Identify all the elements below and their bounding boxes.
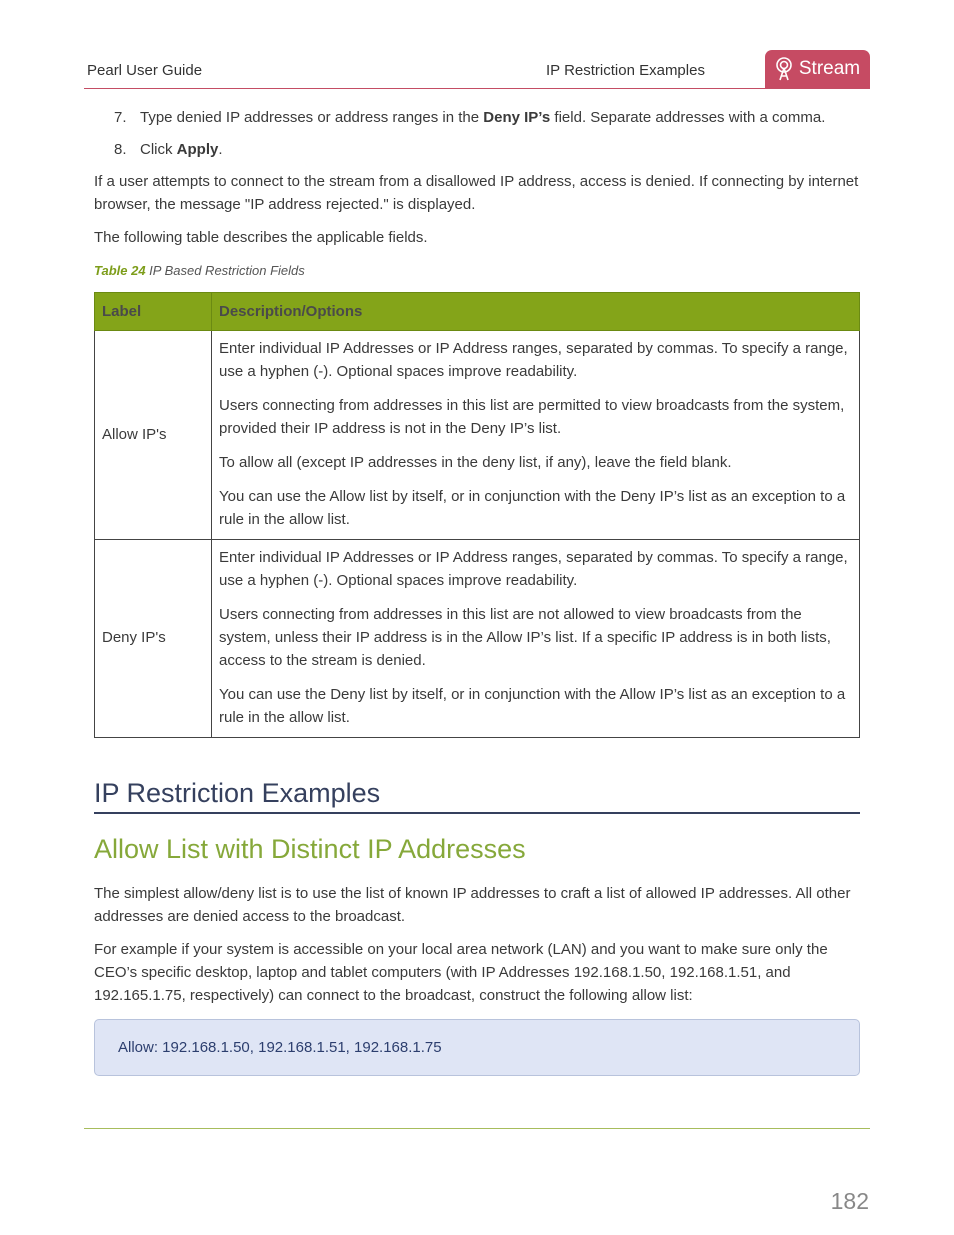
page-content — [94, 106, 860, 1076]
table-caption: Table 24 IP Based Restriction Fields — [94, 263, 305, 278]
page-header — [84, 50, 870, 89]
table-row — [95, 331, 860, 540]
row-label: Allow IP's — [95, 331, 212, 540]
stream-badge — [765, 50, 870, 88]
allow-list-example: Allow: 192.168.1.50, 192.168.1.51, 192.168.1.75 — [94, 1019, 860, 1076]
rejected-paragraph: If a user attempts to connect to the stream from a disallowed IP address, access is denied. If connecting by internet browser, the message "IP address rejected." is displayed. — [94, 173, 859, 213]
step-list — [94, 106, 860, 161]
row-label: Deny IP's — [95, 540, 212, 738]
section-heading: IP Restriction Examples — [94, 776, 860, 814]
body-paragraph: The simplest allow/deny list is to use the list of known IP addresses to craft a list of allowed IP addresses. All other addresses are denied access to the broadcast. — [94, 885, 851, 925]
badge-label: Stream — [798, 58, 861, 79]
column-header-label: Label — [95, 293, 212, 331]
step-8: 8. Click Apply. — [114, 141, 223, 158]
subsection-heading: Allow List with Distinct IP Addresses — [94, 834, 526, 864]
body-paragraph: For example if your system is accessible on your local area network (LAN) and you want to make sure only the CEO’s specific desktop, laptop and tablet computers (with IP Addresses 192.168.1.50, 192.168.1.51, and 192.165.1.75, respectively) can connect to the broadcast, construct the following allow list: — [94, 941, 828, 1004]
row-description: Enter individual IP Addresses or IP Address ranges, separated by commas. To specify a range, use a hyphen (-). Optional spaces improve readability. Users connecting from addresses in this list are not allowed to view broadcasts from the system, unless their IP address is in the Allow IP’s list. If a specific IP address is in both lists, access to the stream is denied. You can use the Deny list by itself, or in conjunction with the Allow IP’s list as an exception to a rule in the allow list. — [212, 540, 860, 738]
table-intro: The following table describes the applicable fields. — [94, 229, 428, 246]
column-header-description: Description/Options — [212, 293, 860, 331]
table-row — [95, 540, 860, 738]
row-description: Enter individual IP Addresses or IP Address ranges, separated by commas. To specify a range, use a hyphen (-). Optional spaces improve readability. Users connecting from addresses in this list are permitted to view broadcasts from the system, provided their IP address is not in the Deny IP’s list. To allow all (except IP addresses in the deny list, if any), leave the field blank. You can use the Allow list by itself, or in conjunction with the Deny IP’s list as an exception to a rule in the allow list. — [212, 331, 860, 540]
page-number: 182 — [830, 1188, 869, 1214]
broadcast-tower-icon — [775, 57, 793, 81]
step-7: 7. Type denied IP addresses or address ranges in the Deny IP’s field. Separate addresses with a comma. — [114, 109, 826, 126]
ip-restriction-table — [94, 292, 860, 738]
doc-title: Pearl User Guide — [87, 62, 203, 79]
section-title: IP Restriction Examples — [546, 62, 705, 79]
footer-divider — [84, 1128, 870, 1129]
